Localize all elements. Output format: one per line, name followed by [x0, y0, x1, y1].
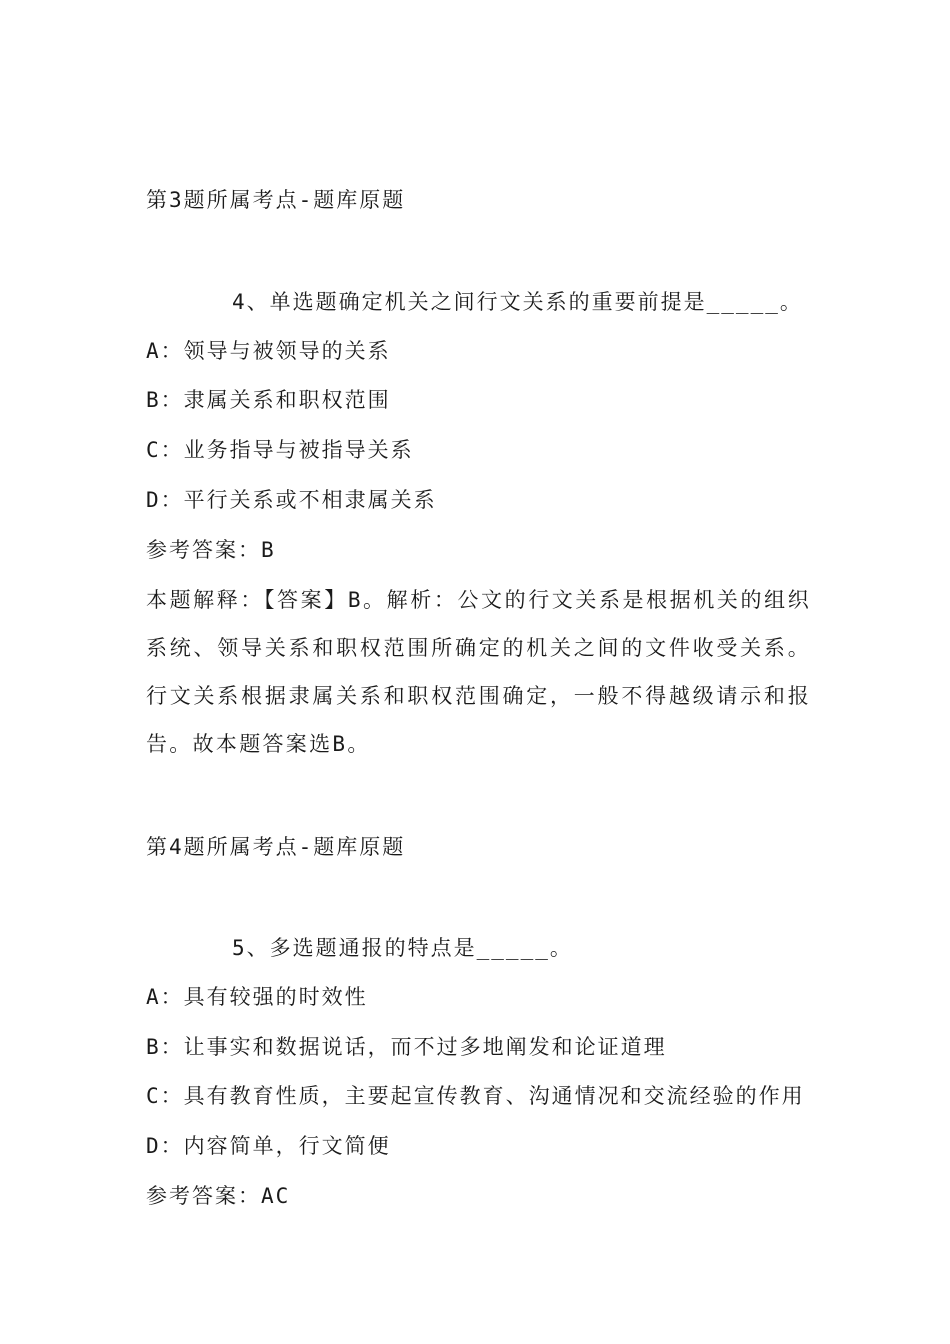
q4-explanation: 本题解释：【答案】B。解析：公文的行文关系是根据机关的组织系统、领导关系和职权范围所确定的机关之间的文件收受关系。行文关系根据隶属关系和职权范围确定，一般不得越级请示和报告。故本题答案选B。: [146, 588, 811, 756]
q4-option-b: B：隶属关系和职权范围: [146, 388, 391, 412]
q5-option-b: B：让事实和数据说话，而不过多地阐发和论证道理: [146, 1035, 667, 1059]
q4-option-a: A：领导与被领导的关系: [146, 339, 391, 363]
topic-footer-q3: 第3题所属考点-题库原题: [146, 188, 406, 212]
q5-option-a: A：具有较强的时效性: [146, 985, 368, 1009]
q5-option-d: D：内容简单，行文简便: [146, 1134, 391, 1158]
question-5-stem: 5、多选题通报的特点是_____。: [232, 936, 573, 960]
q4-answer: 参考答案：B: [146, 538, 276, 562]
q4-option-c: C：业务指导与被指导关系: [146, 438, 414, 462]
topic-footer-q4: 第4题所属考点-题库原题: [146, 835, 406, 859]
q5-option-c: C：具有教育性质，主要起宣传教育、沟通情况和交流经验的作用: [146, 1084, 805, 1108]
q4-option-d: D：平行关系或不相隶属关系: [146, 488, 437, 512]
question-4-stem: 4、单选题确定机关之间行文关系的重要前提是_____。: [232, 290, 803, 314]
q5-answer: 参考答案：AC: [146, 1184, 291, 1208]
